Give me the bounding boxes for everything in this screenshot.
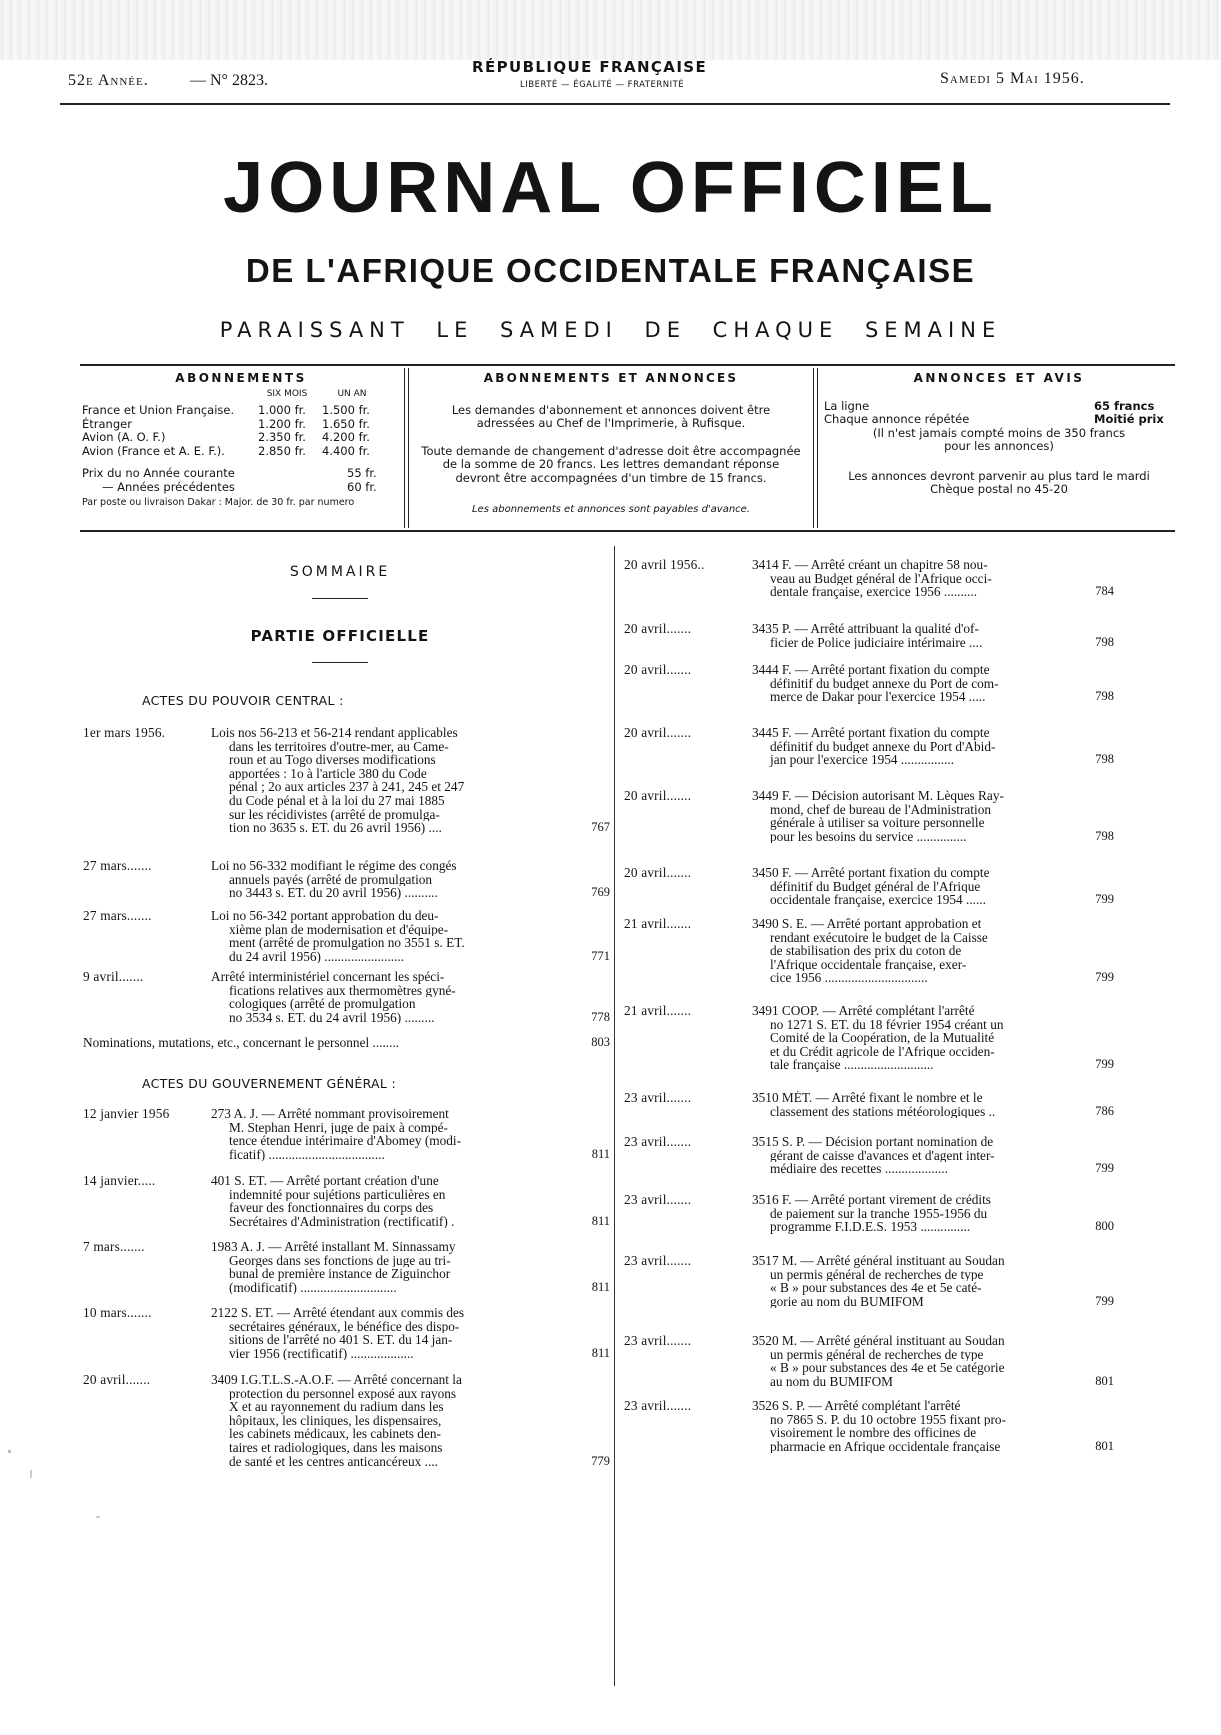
abonnements-annonces-heading: ABONNEMENTS ET ANNONCES <box>483 371 739 385</box>
entry-text <box>752 789 1074 843</box>
entry-date: 9 avril....... <box>83 969 144 984</box>
sommaire-title: SOMMAIRE <box>289 564 391 580</box>
entry-line: de stabilisation des prix du coton de <box>770 944 962 958</box>
entry-line: dans les territoires d'outre-mer, au Came- <box>229 739 449 754</box>
nominations-text: Nominations, mutations, etc., concernant le personnel ........ <box>83 1035 400 1050</box>
entry-line: vier 1956 (rectificatif) ................... <box>229 1346 414 1361</box>
entry-text <box>752 622 1074 649</box>
rate-row: Étranger 1.200 fr. 1.650 fr. <box>82 416 370 431</box>
subscription-bottom-rule <box>80 530 1175 532</box>
entry-line: merce de Dakar pour l'exercice 1954 ..... <box>770 690 986 704</box>
entry-page-number: 811 <box>591 1213 610 1228</box>
entry-text <box>752 558 1074 599</box>
entry-text <box>211 1306 559 1360</box>
entry-line: jan pour l'exercice 1954 ................ <box>770 753 955 767</box>
entry-line: sur les récidivistes (arrêté de promulga- <box>229 807 440 822</box>
entry-line: de santé et les centres anticancéreux .... <box>229 1454 438 1469</box>
rate-row: Avion (France et A. E. F.). 2.850 fr. 4.400 fr. <box>82 443 370 458</box>
entry-line: rendant exécutoire le budget de la Caisse <box>770 930 988 945</box>
entry-line: 3435 P. — Arrêté attribuant la qualité d'of- <box>752 622 979 636</box>
entry-line: pour les besoins du service ............... <box>770 829 967 844</box>
entry-line: médiaire des recettes ................... <box>770 1162 948 1176</box>
entry-line: définitif du budget annexe du Port de com- <box>770 676 999 691</box>
entry-date: 23 avril....... <box>624 1398 692 1413</box>
entry-line: faveur des fonctionnaires du corps des <box>229 1201 434 1215</box>
entry-date: 7 mars....... <box>83 1239 145 1254</box>
entry-date: 23 avril....... <box>624 1192 692 1207</box>
summary-entry <box>624 663 1114 708</box>
entry-line: ment (arrêté de promulgation no 3551 s. ET. <box>229 936 465 950</box>
entry-line: définitif du budget annexe du Port d'Abid- <box>770 739 996 754</box>
entry-page-number: 799 <box>1095 1161 1114 1176</box>
summary-entry <box>624 1004 1114 1076</box>
entry-date: 20 avril....... <box>624 662 692 677</box>
summary-entry <box>624 866 1114 911</box>
entry-line: M. Stephan Henri, juge de paix à compé- <box>229 1120 448 1135</box>
entry-date: 10 mars....... <box>83 1305 152 1320</box>
entry-page-number: 801 <box>1095 1438 1114 1453</box>
summary-entry <box>624 1254 1114 1312</box>
entry-line: Comité de la Coopération, de la Mutualité <box>770 1031 995 1045</box>
subscription-divider-1 <box>404 368 409 528</box>
scan-speck <box>96 1516 100 1518</box>
entry-line: 3516 F. — Arrêté portant virement de crédits <box>752 1193 991 1207</box>
entry-line: occidentale française, exercice 1954 ...... <box>770 893 986 907</box>
entry-line: un permis général de recherches de type <box>770 1267 984 1282</box>
abonnements-annonces-column: ABONNEMENTS ET ANNONCES Les demandes d'abonnement et annonces doivent être adressées au Chef de l'Imprimerie, à Rufisque. Toute demande de changement d'adresse doit être accompagnée de la somme de 20 francs. Les lettres demandant réponse devront être accompagnées d'un timbre de 15 francs. Les abonnements et annonces sont payables d'avance. <box>412 372 810 517</box>
entry-text <box>211 1240 559 1294</box>
entry-line: Loi no 56-342 portant approbation du deu- <box>211 909 439 923</box>
entry-page-number: 767 <box>591 820 610 835</box>
poste-note: Par poste ou livraison Dakar : Major. de 30 fr. par numero <box>82 497 355 508</box>
entry-line: 3491 COOP. — Arrêté complétant l'arrêté <box>752 1004 975 1018</box>
entry-line: mond, chef de bureau de l'Administration <box>770 802 991 817</box>
entry-date: 23 avril....... <box>624 1134 692 1149</box>
summary-entry <box>624 1091 1114 1122</box>
motto-label: LIBERTÉ — ÉGALITÉ — FRATERNITÉ <box>520 80 685 90</box>
entry-text <box>752 866 1074 907</box>
entry-line: 3510 MÉT. — Arrêté fixant le nombre et le <box>752 1091 983 1105</box>
nominations-page: 803 <box>591 1035 610 1049</box>
summary-entry <box>83 726 610 839</box>
entry-page-number: 771 <box>591 948 610 963</box>
entry-line: « B » pour substances des 4e et 5e catégorie <box>770 1361 1005 1375</box>
entry-text <box>211 909 559 963</box>
entry-line: visoirement le nombre des officines de <box>770 1426 977 1440</box>
entry-date: 20 avril....... <box>624 621 692 636</box>
entry-page-number: 786 <box>1095 1103 1114 1118</box>
entry-text <box>211 970 559 1024</box>
entry-date: 14 janvier..... <box>83 1173 156 1188</box>
entry-date: 20 avril 1956.. <box>624 557 705 572</box>
entry-page-number: 811 <box>591 1279 610 1294</box>
entry-text <box>211 1373 559 1468</box>
entry-page-number: 784 <box>1095 584 1114 599</box>
issue-date: Samedi 5 Mai 1956. <box>940 70 1085 87</box>
partie-rule <box>312 662 368 663</box>
entry-line: bunal de première instance de Ziguinchor <box>229 1267 451 1281</box>
entry-text <box>752 917 1074 985</box>
entry-page-number: 799 <box>1095 970 1114 985</box>
summary-entry <box>83 1373 610 1472</box>
entry-line: 3490 S. E. — Arrêté portant approbation et <box>752 917 982 931</box>
summary-entry <box>83 859 610 904</box>
summary-entry <box>624 1399 1114 1457</box>
entry-date: 23 avril....... <box>624 1253 692 1268</box>
entry-line: pharmacie en Afrique occidentale française <box>770 1439 1001 1454</box>
summary-entry <box>83 970 610 1028</box>
entry-text <box>211 726 559 835</box>
entry-line: l'Afrique occidentale française, exer- <box>770 957 967 972</box>
entry-text <box>752 1135 1074 1176</box>
entry-line: 3449 F. — Décision autorisant M. Lèques Ray- <box>752 789 1004 803</box>
partie-officielle-title: PARTIE OFFICIELLE <box>250 627 430 645</box>
entry-line: de paiement sur la tranche 1955-1956 du <box>770 1206 988 1221</box>
entry-line: fications relatives aux thermomètres gyné- <box>229 983 456 998</box>
entry-line: 3450 F. — Arrêté portant fixation du compte <box>752 866 990 880</box>
entry-line: 3517 M. — Arrêté général instituant au Soudan <box>752 1254 1005 1268</box>
entry-text <box>752 1254 1074 1308</box>
prix-prec-row: — Années précédentes 60 fr. <box>102 479 377 494</box>
entry-date: 20 avril....... <box>624 865 692 880</box>
col-un-an: UN AN <box>337 388 367 399</box>
entry-line: taires et radiologiques, dans les maisons <box>229 1440 443 1455</box>
entry-line: dentale française, exercice 1956 .......... <box>770 585 978 599</box>
entry-text <box>752 1193 1074 1234</box>
entry-line: tence étendue intérimaire d'Abomey (modi- <box>229 1134 462 1148</box>
masthead-rule <box>60 103 1170 105</box>
entry-date: 1er mars 1956. <box>83 725 166 740</box>
entry-line: cice 1956 ............................... <box>770 971 928 985</box>
entry-line: 3520 M. — Arrêté général instituant au Soudan <box>752 1334 1005 1348</box>
entry-page-number: 798 <box>1095 689 1114 704</box>
entry-line: du Code pénal et à la loi du 27 mai 1885 <box>229 793 445 808</box>
entry-line: no 7865 S. P. du 10 octobre 1955 fixant pro- <box>770 1412 1006 1427</box>
annonces-avis-heading: ANNONCES ET AVIS <box>913 371 1085 385</box>
entry-page-number: 811 <box>591 1345 610 1360</box>
entry-text <box>752 1399 1074 1453</box>
entry-line: tion no 3635 s. ET. du 26 avril 1956) .... <box>229 821 442 835</box>
summary-entry <box>83 909 610 967</box>
entry-date: 20 avril....... <box>83 1372 151 1387</box>
entry-line: roun et au Togo diverses modifications <box>229 753 436 767</box>
summary-entry <box>83 1107 610 1165</box>
entry-date: 12 janvier 1956 <box>83 1106 170 1121</box>
entry-line: les cabinets médicaux, les cabinets den- <box>229 1427 441 1441</box>
entry-line: 1983 A. J. — Arrêté installant M. Sinnassamy <box>211 1240 456 1254</box>
journal-title: JOURNAL OFFICIEL <box>223 148 998 228</box>
entry-line: Arrêté interministériel concernant les spéci- <box>211 970 445 984</box>
entry-line: Lois nos 56-213 et 56-214 rendant applicables <box>211 726 458 740</box>
entry-line: ficier de Police judiciaire intérimaire .... <box>770 635 983 650</box>
entry-line: annuels payés (arrêté de promulgation <box>229 872 433 887</box>
entry-line: no 3534 s. ET. du 24 avril 1956) ......... <box>229 1010 435 1025</box>
ligne-row: La ligne 65 francs <box>824 398 1155 413</box>
prix-row: Prix du no Année courante 55 fr. <box>82 466 377 480</box>
summary-entry <box>83 1174 610 1232</box>
summary-entry <box>624 1193 1114 1238</box>
entry-text <box>211 1174 559 1228</box>
entry-date: 23 avril....... <box>624 1333 692 1348</box>
entry-line: xième plan de modernisation et d'équipe- <box>229 922 449 937</box>
entry-line: ficatif) ................................... <box>229 1147 385 1162</box>
summary-entry <box>624 1334 1114 1392</box>
entry-line: apportées : 1o à l'article 380 du Code <box>229 766 427 781</box>
entry-line: indemnité pour sujétions particulières en <box>229 1187 446 1202</box>
entry-line: « B » pour substances des 4e et 5e caté- <box>770 1281 982 1295</box>
scan-speck <box>8 1450 11 1453</box>
entry-line: 273 A. J. — Arrêté nommant provisoirement <box>211 1107 449 1121</box>
entry-line: gorie au nom du BUMIFOM <box>770 1294 924 1309</box>
entry-page-number: 798 <box>1095 752 1114 767</box>
subscription-divider-2 <box>813 368 818 528</box>
entry-date: 27 mars....... <box>83 858 152 873</box>
entry-line: tale française ........................... <box>770 1058 934 1072</box>
subscription-top-rule <box>80 364 1175 366</box>
entry-page-number: 798 <box>1095 828 1114 843</box>
entry-line: gérant de caisse d'avances et d'agent inter- <box>770 1148 995 1163</box>
summary-entry <box>624 917 1114 989</box>
abonnements-rates <box>82 404 400 458</box>
entry-line: Loi no 56-332 modifiant le régime des congés <box>211 859 457 873</box>
actes-gouv-heading: ACTES DU GOUVERNEMENT GÉNÉRAL : <box>142 1076 396 1091</box>
entry-line: 401 S. ET. — Arrêté portant création d'une <box>211 1174 439 1188</box>
summary-entry <box>83 1306 610 1364</box>
entry-page-number: 798 <box>1095 634 1114 649</box>
entry-date: 21 avril....... <box>624 1003 692 1018</box>
entry-text <box>211 1107 559 1161</box>
entry-line: du 24 avril 1956) ........................ <box>229 949 405 964</box>
entry-line: X et au rayonnement du radium dans les <box>229 1400 444 1414</box>
repetee-row: Chaque annonce répétée Moitié prix <box>824 412 1164 426</box>
entry-line: Secrétaires d'Administration (rectificatif) . <box>229 1214 455 1229</box>
entry-page-number: 799 <box>1095 892 1114 907</box>
abonnements-heading: ABONNEMENTS <box>175 371 307 385</box>
entry-line: 3526 S. P. — Arrêté complétant l'arrêté <box>752 1399 961 1413</box>
entry-text <box>211 859 559 900</box>
entry-line: 3414 F. — Arrêté créant un chapitre 58 nou- <box>752 558 988 572</box>
entry-text <box>752 1004 1074 1072</box>
entry-page-number: 799 <box>1095 1057 1114 1072</box>
summary-entry <box>624 789 1114 847</box>
entry-line: sitions de l'arrêté no 401 S. ET. du 14 jan- <box>229 1333 453 1347</box>
scan-top-band <box>0 0 1221 60</box>
entry-line: no 1271 S. ET. du 18 février 1954 créant un <box>770 1017 1004 1032</box>
entry-line: classement des stations météorologiques .. <box>770 1104 996 1119</box>
entry-line: programme F.I.D.E.S. 1953 ............... <box>770 1220 971 1234</box>
col-six-mois: SIX MOIS <box>266 388 308 399</box>
entry-date: 27 mars....... <box>83 908 152 923</box>
entry-line: 3444 F. — Arrêté portant fixation du compte <box>752 663 990 677</box>
summary-entry <box>624 1135 1114 1180</box>
summary-entry <box>83 1240 610 1298</box>
entry-line: et du Crédit agricole de l'Afrique occiden- <box>770 1044 995 1059</box>
entry-text <box>752 726 1074 767</box>
entry-line: au nom du BUMIFOM <box>770 1374 894 1389</box>
entry-line: protection du personnel exposé aux rayons <box>229 1386 457 1401</box>
entry-page-number: 800 <box>1095 1219 1114 1234</box>
entry-line: cologiques (arrêté de promulgation <box>229 997 416 1011</box>
entry-date: 20 avril....... <box>624 725 692 740</box>
republic-label: RÉPUBLIQUE FRANÇAISE <box>472 58 708 76</box>
summary-entry <box>624 558 1114 603</box>
abonnements-column <box>82 372 400 510</box>
entry-date: 20 avril....... <box>624 788 692 803</box>
summary-entry <box>624 726 1114 771</box>
entry-page-number: 778 <box>591 1009 610 1024</box>
entry-line: 3515 S. P. — Décision portant nomination de <box>752 1135 994 1149</box>
entry-page-number: 811 <box>591 1146 610 1161</box>
entry-line: hôpitaux, les cliniques, les dispensaires, <box>229 1413 442 1428</box>
summary-entry <box>624 622 1114 653</box>
actes-central-heading: ACTES DU POUVOIR CENTRAL : <box>142 693 344 708</box>
entry-line: pénal ; 2o aux articles 237 à 241, 245 et 247 <box>229 780 465 794</box>
issue-number: — N° 2823. <box>190 72 268 89</box>
entry-line: un permis général de recherches de type <box>770 1347 984 1362</box>
entry-line: veau au Budget général de l'Afrique occi- <box>770 571 992 586</box>
entry-line: 2122 S. ET. — Arrêté étendant aux commis des <box>211 1306 465 1320</box>
entry-line: définitif du Budget général de l'Afrique <box>770 879 981 894</box>
scan-speck <box>30 1470 32 1478</box>
entry-line: 3445 F. — Arrêté portant fixation du compte <box>752 726 990 740</box>
column-separator <box>614 546 615 1686</box>
entry-text <box>752 663 1074 704</box>
entry-date: 21 avril....... <box>624 916 692 931</box>
annonces-avis-column: ANNONCES ET AVIS La ligne 65 francs Chaque annonce répétée Moitié prix (Il n'est jamais compté moins de 350 francs pour les annonces) Les annonces devront parvenir au plus tard le mardi Chèque postal no 45-20 <box>824 372 1174 497</box>
journal-subtitle: DE L'AFRIQUE OCCIDENTALE FRANÇAISE <box>245 252 976 289</box>
rate-row: Avion (A. O. F.) 2.350 fr. 4.200 fr. <box>82 430 370 444</box>
entry-line: secrétaires généraux, le bénéfice des dispo- <box>229 1319 460 1334</box>
entry-line: no 3443 s. ET. du 20 avril 1956) .......... <box>229 886 438 900</box>
entry-line: 3409 I.G.T.L.S.-A.O.F. — Arrêté concernant la <box>211 1373 462 1387</box>
entry-page-number: 769 <box>591 885 610 900</box>
entry-page-number: 801 <box>1095 1373 1114 1388</box>
sommaire-rule <box>312 598 368 599</box>
entry-page-number: 799 <box>1095 1293 1114 1308</box>
entry-text <box>752 1091 1074 1118</box>
entry-line: générale à utiliser sa voiture personnelle <box>770 816 985 830</box>
nominations-line <box>83 1035 610 1051</box>
entry-line: (modificatif) ............................. <box>229 1280 397 1295</box>
entry-text <box>752 1334 1074 1388</box>
year-label: 52e Année. <box>68 72 149 89</box>
entry-line: Georges dans ses fonctions de juge au tri- <box>229 1253 451 1268</box>
entry-date: 23 avril....... <box>624 1090 692 1105</box>
journal-tagline: PARAISSANT LE SAMEDI DE CHAQUE SEMAINE <box>219 318 1002 342</box>
rate-row: France et Union Française. 1.000 fr. 1.500 fr. <box>82 403 370 417</box>
entry-page-number: 779 <box>591 1453 610 1468</box>
